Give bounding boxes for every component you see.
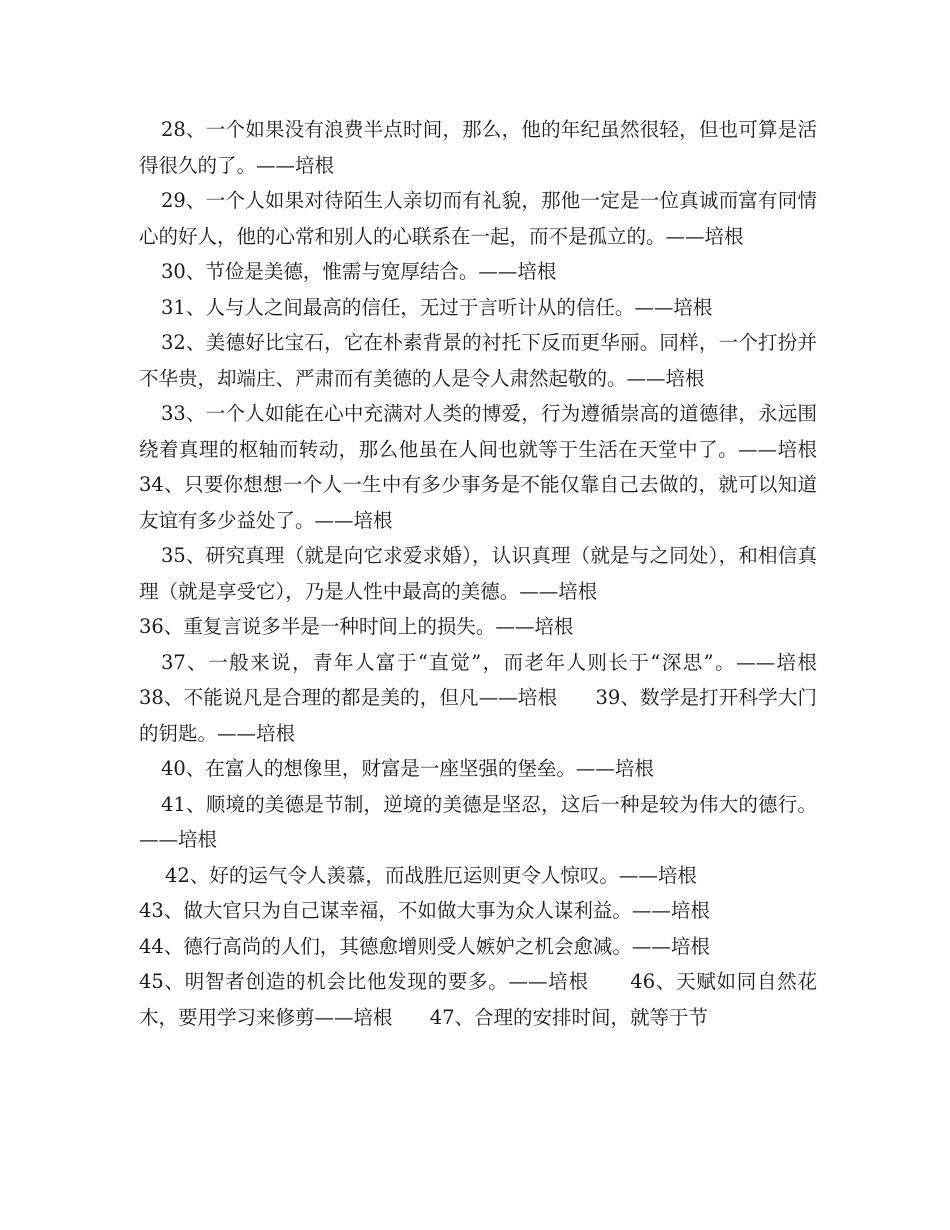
quote-43: 43、做大官只为自己谋幸福，不如做大事为众人谋利益。——培根 xyxy=(139,899,710,922)
quote-42: 42、好的运气令人羡慕，而战胜厄运则更令人惊叹。——培根 xyxy=(165,863,697,887)
quote-36: 36、重复言说多半是一种时间上的损失。——培根 xyxy=(139,615,574,638)
quote-31: 31、人与人之间最高的信任，无过于言听计从的信任。——培根 xyxy=(161,295,713,319)
quote-40: 40、在富人的想像里，财富是一座坚强的堡垒。——培根 xyxy=(161,757,654,780)
quote-30: 30、节俭是美德，惟需与宽厚结合。——培根 xyxy=(161,260,557,283)
quote-28: 28、一个如果没有浪费半点时间，那么，他的年纪虽然很轻，但也可算是活得很久的了。——培根 xyxy=(139,118,817,177)
quote-35: 35、研究真理（就是向它求爱求婚），认识真理（就是与之同处），和相信真理（就是享受它），乃是人性中最高的美德。——培根 xyxy=(139,544,817,603)
quote-41: 41、顺境的美德是节制，逆境的美德是坚忍，这后一种是较为伟大的德行。——培根 xyxy=(139,792,817,851)
quote-32: 32、美德好比宝石，它在朴素背景的衬托下反而更华丽。同样，一个打扮并不华贵，却端庄、严肃而有美德的人是令人肃然起敬的。——培根 xyxy=(139,331,817,390)
quote-33-34: 33、一个人如能在心中充满对人类的博爱，行为遵循崇高的道德律，永远围绕着真理的枢轴而转动，那么他虽在人间也就等于生活在天堂中了。——培根 34、只要你想想一个人一生中有多少事务是不能仅靠自己去做的，就可以知道友谊有多少益处了。——培根 xyxy=(139,402,855,532)
quote-45-47: 45、明智者创造的机会比他发现的要多。——培根 46、天赋如同自然花木，要用学习来修剪——培根 47、合理的安排时间，就等于节 xyxy=(139,970,817,1029)
quote-29: 29、一个人如果对待陌生人亲切而有礼貌，那他一定是一位真诚而富有同情心的好人，他的心常和别人的心联系在一起，而不是孤立的。——培根 xyxy=(139,189,817,248)
quote-44: 44、德行高尚的人们，其德愈增则受人嫉妒之机会愈减。——培根 xyxy=(139,934,710,958)
quote-37-39: 37、一般来说，青年人富于“直觉”，而老年人则长于“深思”。——培根 38、不能说凡是合理的都是美的，但凡——培根 39、数学是打开科学大门的钥匙。——培根 xyxy=(139,650,855,745)
quote-list xyxy=(139,112,855,1035)
